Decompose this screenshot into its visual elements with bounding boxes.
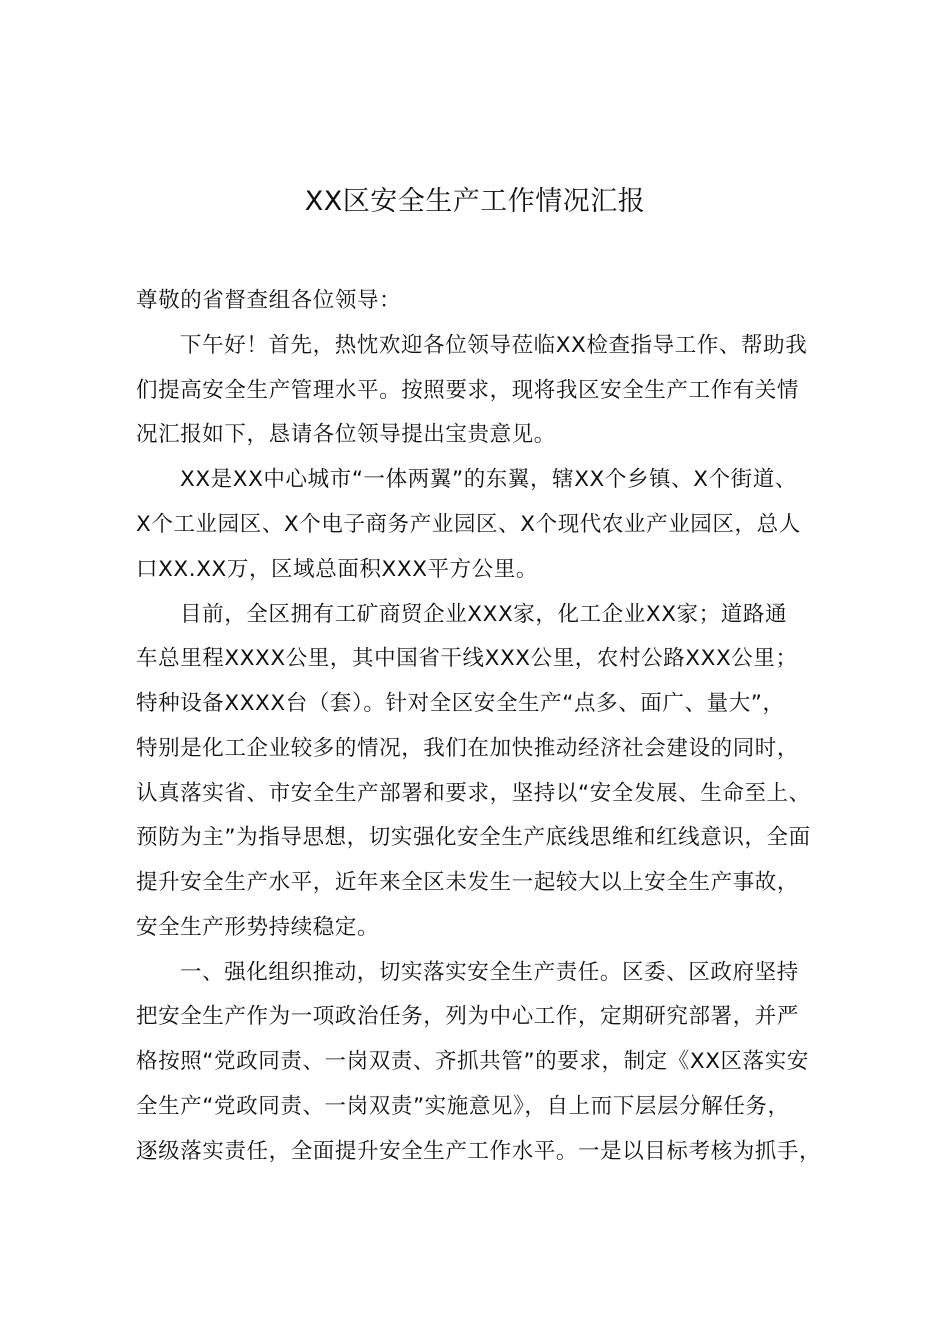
paragraph-2-line-1: XX是XX中心城市“一体两翼”的东翼，辖XX个乡镇、X个街道、 — [180, 467, 797, 492]
paragraph-4-line-3: 格按照“党政同责、一岗双责、齐抓共管”的要求，制定《XX区落实安 — [136, 1049, 809, 1074]
paragraph-3-line-2: 车总里程XXXX公里，其中国省干线XXX公里，农村公路XXX公里； — [136, 646, 798, 671]
paragraph-2-line-3: 口XX.XX万，区域总面积XXX平方公里。 — [136, 557, 539, 582]
paragraph-3-line-6: 预防为主”为指导思想，切实强化安全生产底线思维和红线意识，全面 — [136, 825, 811, 850]
paragraph-3-line-7: 提升安全生产水平，近年来全区未发生一起较大以上安全生产事故， — [136, 870, 800, 895]
paragraph-4-line-2: 把安全生产作为一项政治任务，列为中心工作，定期研究部署，并严 — [136, 1004, 800, 1029]
paragraph-3-line-8: 安全生产形势持续稳定。 — [136, 915, 380, 940]
paragraph-4-line-4: 全生产“党政同责、一岗双责”实施意见》，自上而下层层分解任务， — [136, 1094, 790, 1119]
paragraph-3-line-5: 认真落实省、市安全生产部署和要求，坚持以“安全发展、生命至上、 — [136, 781, 811, 806]
document-title: XX区安全生产工作情况汇报 — [304, 186, 646, 217]
paragraph-3-line-1: 目前，全区拥有工矿商贸企业XXX家，化工企业XX家；道路通 — [180, 602, 788, 627]
salutation-line: 尊敬的省督查组各位领导： — [136, 288, 402, 313]
paragraph-2-line-2: X个工业园区、X个电子商务产业园区、X个现代农业产业园区，总人 — [136, 512, 801, 537]
paragraph-1-line-2: 们提高安全生产管理水平。按照要求，现将我区安全生产工作有关情 — [136, 378, 800, 403]
paragraph-4-line-5: 逐级落实责任，全面提升安全生产工作水平。一是以目标考核为抓手， — [136, 1139, 822, 1164]
paragraph-1-line-1: 下午好！首先，热忱欢迎各位领导莅临XX检查指导工作、帮助我 — [180, 333, 808, 358]
paragraph-1-line-3: 况汇报如下，恳请各位领导提出宝贵意见。 — [136, 422, 556, 447]
paragraph-3-line-3: 特种设备XXXX台（套）。针对全区安全生产“点多、面广、量大”， — [136, 691, 785, 716]
paragraph-4-line-1: 一、强化组织推动，切实落实安全生产责任。区委、区政府坚持 — [180, 960, 799, 985]
paragraph-3-line-4: 特别是化工企业较多的情况，我们在加快推动经济社会建设的同时， — [136, 736, 800, 761]
